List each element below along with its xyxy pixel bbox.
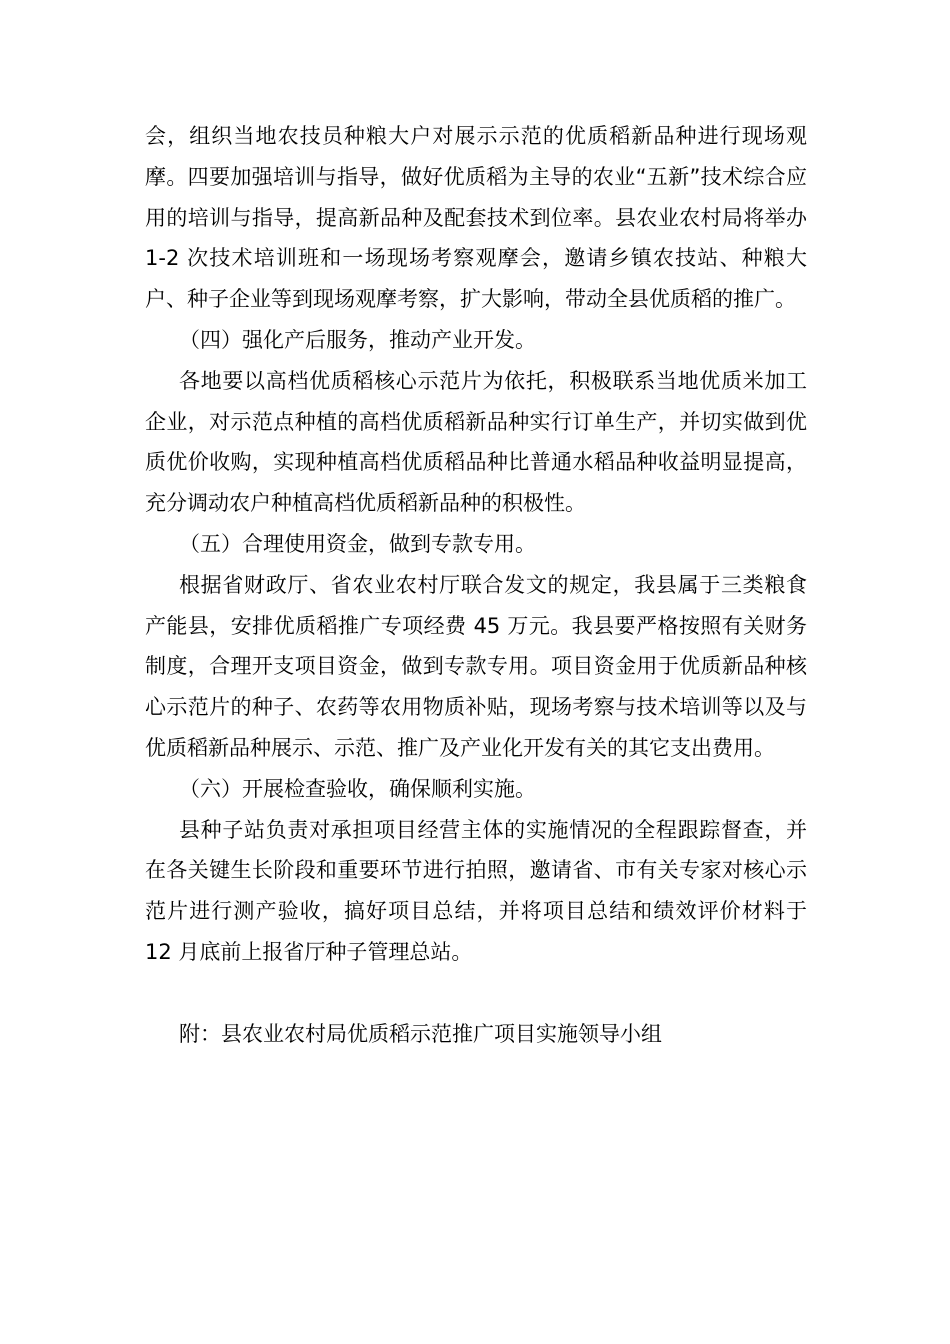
section-heading-5: （五）合理使用资金，做到专款专用。 — [179, 531, 536, 556]
blank-line — [145, 973, 807, 1014]
section-heading-4: （四）强化产后服务，推动产业开发。 — [179, 327, 536, 352]
attachment-line: 附：县农业农村局优质稻示范推广项目实施领导小组 — [179, 1021, 662, 1046]
section-heading-6: （六）开展检查验收，确保顺利实施。 — [179, 776, 536, 801]
paragraph-funding: 根据省财政厅、省农业农村厅联合发文的规定，我县属于三类粮食产能县，安排优质稻推广专项经费 45 万元。我县要严格按照有关财务制度，合理开支项目资金，做到专款专用。项目资金用于优质新品种核心示范片的种子、农药等农用物质补贴，现场考察与技术培训等以及与优质稻新品种展示、示范、推广及产业化开发有关的其它支出费用。 — [145, 572, 807, 760]
paragraph-inspection: 县种子站负责对承担项目经营主体的实施情况的全程跟踪督查，并在各关键生长阶段和重要环节进行拍照，邀请省、市有关专家对核心示范片进行测产验收，搞好项目总结，并将项目总结和绩效评价材料于 12 月底前上报省厅种子管理总站。 — [145, 817, 807, 964]
paragraph-post-harvest: 各地要以高档优质稻核心示范片为依托，积极联系当地优质米加工企业，对示范点种植的高档优质稻新品种实行订单生产，并切实做到优质优价收购，实现种植高档优质稻品种比普通水稻品种收益明显提高，充分调动农户种植高档优质稻新品种的积极性。 — [145, 368, 807, 516]
document-body — [145, 116, 807, 1054]
paragraph-continued: 会，组织当地农技员种粮大户对展示示范的优质稻新品种进行现场观摩。四要加强培训与指导，做好优质稻为主导的农业“五新”技术综合应用的培训与指导，提高新品种及配套技术到位率。县农业农村局将举办 1-2 次技术培训班和一场现场考察观摩会，邀请乡镇农技站、种粮大户、种子企业等到现场观摩考察，扩大影响，带动全县优质稻的推广。 — [145, 124, 807, 312]
